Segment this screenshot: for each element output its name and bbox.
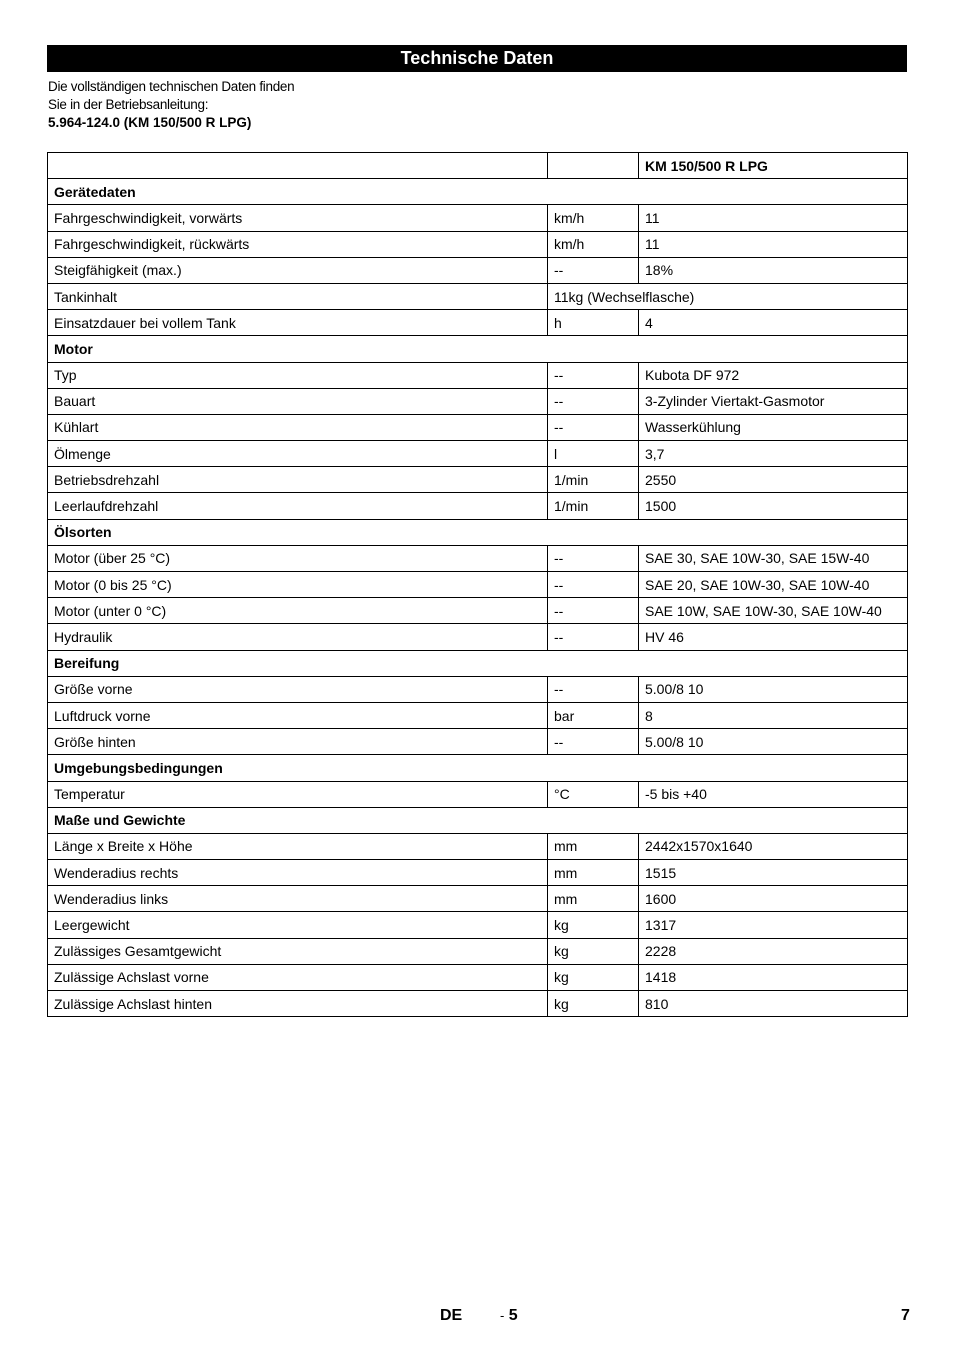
header-model-cell: KM 150/500 R LPG [639, 153, 908, 179]
row-label: Temperatur [48, 781, 548, 807]
row-unit: -- [548, 362, 639, 388]
row-label: Fahrgeschwindigkeit, rückwärts [48, 231, 548, 257]
table-row [48, 860, 908, 886]
row-label: Länge x Breite x Höhe [48, 833, 548, 859]
page-title: Technische Daten [47, 45, 907, 72]
table-row [48, 205, 908, 231]
row-unit: -- [548, 729, 639, 755]
row-value: 3-Zylinder Viertakt-Gasmotor [639, 388, 908, 414]
row-value: 810 [639, 991, 908, 1017]
row-value: Kubota DF 972 [639, 362, 908, 388]
table-row [48, 781, 908, 807]
table-section-row [48, 179, 908, 205]
row-unit: -- [548, 388, 639, 414]
row-unit: -- [548, 624, 639, 650]
row-label: Größe vorne [48, 676, 548, 702]
row-value: 8 [639, 702, 908, 728]
row-unit: -- [548, 598, 639, 624]
footer-language: DE [440, 1307, 463, 1324]
row-unit: mm [548, 860, 639, 886]
table-row [48, 938, 908, 964]
row-unit: mm [548, 886, 639, 912]
row-value: 2442x1570x1640 [639, 833, 908, 859]
table-row [48, 624, 908, 650]
row-label: Zulässige Achslast vorne [48, 964, 548, 990]
row-value: 2228 [639, 938, 908, 964]
table-row [48, 991, 908, 1017]
footer-sub-page [500, 1307, 518, 1325]
table-row [48, 283, 908, 309]
row-unit: kg [548, 964, 639, 990]
row-value: 1500 [639, 493, 908, 519]
row-label: Leergewicht [48, 912, 548, 938]
row-value: 1515 [639, 860, 908, 886]
table-row [48, 545, 908, 571]
row-label: Fahrgeschwindigkeit, vorwärts [48, 205, 548, 231]
row-label: Luftdruck vorne [48, 702, 548, 728]
section-label: Bereifung [48, 650, 908, 676]
table-row [48, 833, 908, 859]
row-label: Kühlart [48, 414, 548, 440]
row-value: 4 [639, 310, 908, 336]
row-unit: 1/min [548, 493, 639, 519]
intro-line-1: Die vollständigen technischen Daten finden [48, 79, 295, 94]
row-label: Typ [48, 362, 548, 388]
table-row [48, 310, 908, 336]
row-unit: kg [548, 938, 639, 964]
table-row [48, 572, 908, 598]
table-section-row [48, 807, 908, 833]
table-row [48, 467, 908, 493]
table-row [48, 388, 908, 414]
table-row [48, 912, 908, 938]
row-value: SAE 10W, SAE 10W-30, SAE 10W-40 [639, 598, 908, 624]
table-row [48, 441, 908, 467]
row-value: 3,7 [639, 441, 908, 467]
row-unit: °C [548, 781, 639, 807]
row-label: Größe hinten [48, 729, 548, 755]
table-section-row [48, 336, 908, 362]
row-unit: -- [548, 257, 639, 283]
table-row [48, 964, 908, 990]
row-value: 1600 [639, 886, 908, 912]
row-unit: -- [548, 572, 639, 598]
row-value: 5.00/8 10 [639, 676, 908, 702]
row-label: Wenderadius rechts [48, 860, 548, 886]
section-label: Ölsorten [48, 519, 908, 545]
row-label: Leerlaufdrehzahl [48, 493, 548, 519]
row-value: 5.00/8 10 [639, 729, 908, 755]
table-row [48, 886, 908, 912]
table-section-row [48, 519, 908, 545]
row-label: Motor (über 25 °C) [48, 545, 548, 571]
row-label: Zulässige Achslast hinten [48, 991, 548, 1017]
row-unit: km/h [548, 231, 639, 257]
row-label: Steigfähigkeit (max.) [48, 257, 548, 283]
section-label: Umgebungsbedingungen [48, 755, 908, 781]
row-label: Hydraulik [48, 624, 548, 650]
row-label: Wenderadius links [48, 886, 548, 912]
header-blank-cell [48, 153, 548, 179]
header-blank-unit-cell [548, 153, 639, 179]
row-unit: kg [548, 912, 639, 938]
row-label: Betriebsdrehzahl [48, 467, 548, 493]
footer-sub-page-number: 5 [508, 1307, 518, 1324]
table-row [48, 231, 908, 257]
row-value: -5 bis +40 [639, 781, 908, 807]
intro-text [48, 78, 294, 132]
row-unit: kg [548, 991, 639, 1017]
row-unit: bar [548, 702, 639, 728]
row-unit: l [548, 441, 639, 467]
table-row [48, 493, 908, 519]
table-row [48, 362, 908, 388]
row-unit: mm [548, 833, 639, 859]
row-unit: km/h [548, 205, 639, 231]
section-label: Motor [48, 336, 908, 362]
row-value: SAE 30, SAE 10W-30, SAE 15W-40 [639, 545, 908, 571]
row-value: 1317 [639, 912, 908, 938]
table-row [48, 257, 908, 283]
row-label: Motor (unter 0 °C) [48, 598, 548, 624]
row-value: Wasserkühlung [639, 414, 908, 440]
row-label: Zulässiges Gesamtgewicht [48, 938, 548, 964]
table-row [48, 676, 908, 702]
intro-model-reference: 5.964-124.0 (KM 150/500 R LPG) [48, 115, 252, 130]
row-value: 18% [639, 257, 908, 283]
row-label: Einsatzdauer bei vollem Tank [48, 310, 548, 336]
footer-page-number: 7 [901, 1307, 910, 1324]
row-unit: -- [548, 545, 639, 571]
table-row [48, 702, 908, 728]
section-label: Gerätedaten [48, 179, 908, 205]
technical-data-table [47, 152, 908, 1017]
row-value: 2550 [639, 467, 908, 493]
table-header-row [48, 153, 908, 179]
table-row [48, 414, 908, 440]
intro-line-2: Sie in der Betriebsanleitung: [48, 97, 209, 112]
row-unit: h [548, 310, 639, 336]
row-value: 11 [639, 205, 908, 231]
row-label: Tankinhalt [48, 283, 548, 309]
table-section-row [48, 650, 908, 676]
section-label: Maße und Gewichte [48, 807, 908, 833]
table-section-row [48, 755, 908, 781]
footer-dash: - [500, 1308, 505, 1323]
row-label: Bauart [48, 388, 548, 414]
row-value: HV 46 [639, 624, 908, 650]
row-label: Ölmenge [48, 441, 548, 467]
row-value: 1418 [639, 964, 908, 990]
row-value: SAE 20, SAE 10W-30, SAE 10W-40 [639, 572, 908, 598]
row-unit: -- [548, 676, 639, 702]
table-row [48, 598, 908, 624]
row-unit: 1/min [548, 467, 639, 493]
row-value: 11kg (Wechselflasche) [548, 283, 908, 309]
row-value: 11 [639, 231, 908, 257]
table-row [48, 729, 908, 755]
row-label: Motor (0 bis 25 °C) [48, 572, 548, 598]
row-unit: -- [548, 414, 639, 440]
